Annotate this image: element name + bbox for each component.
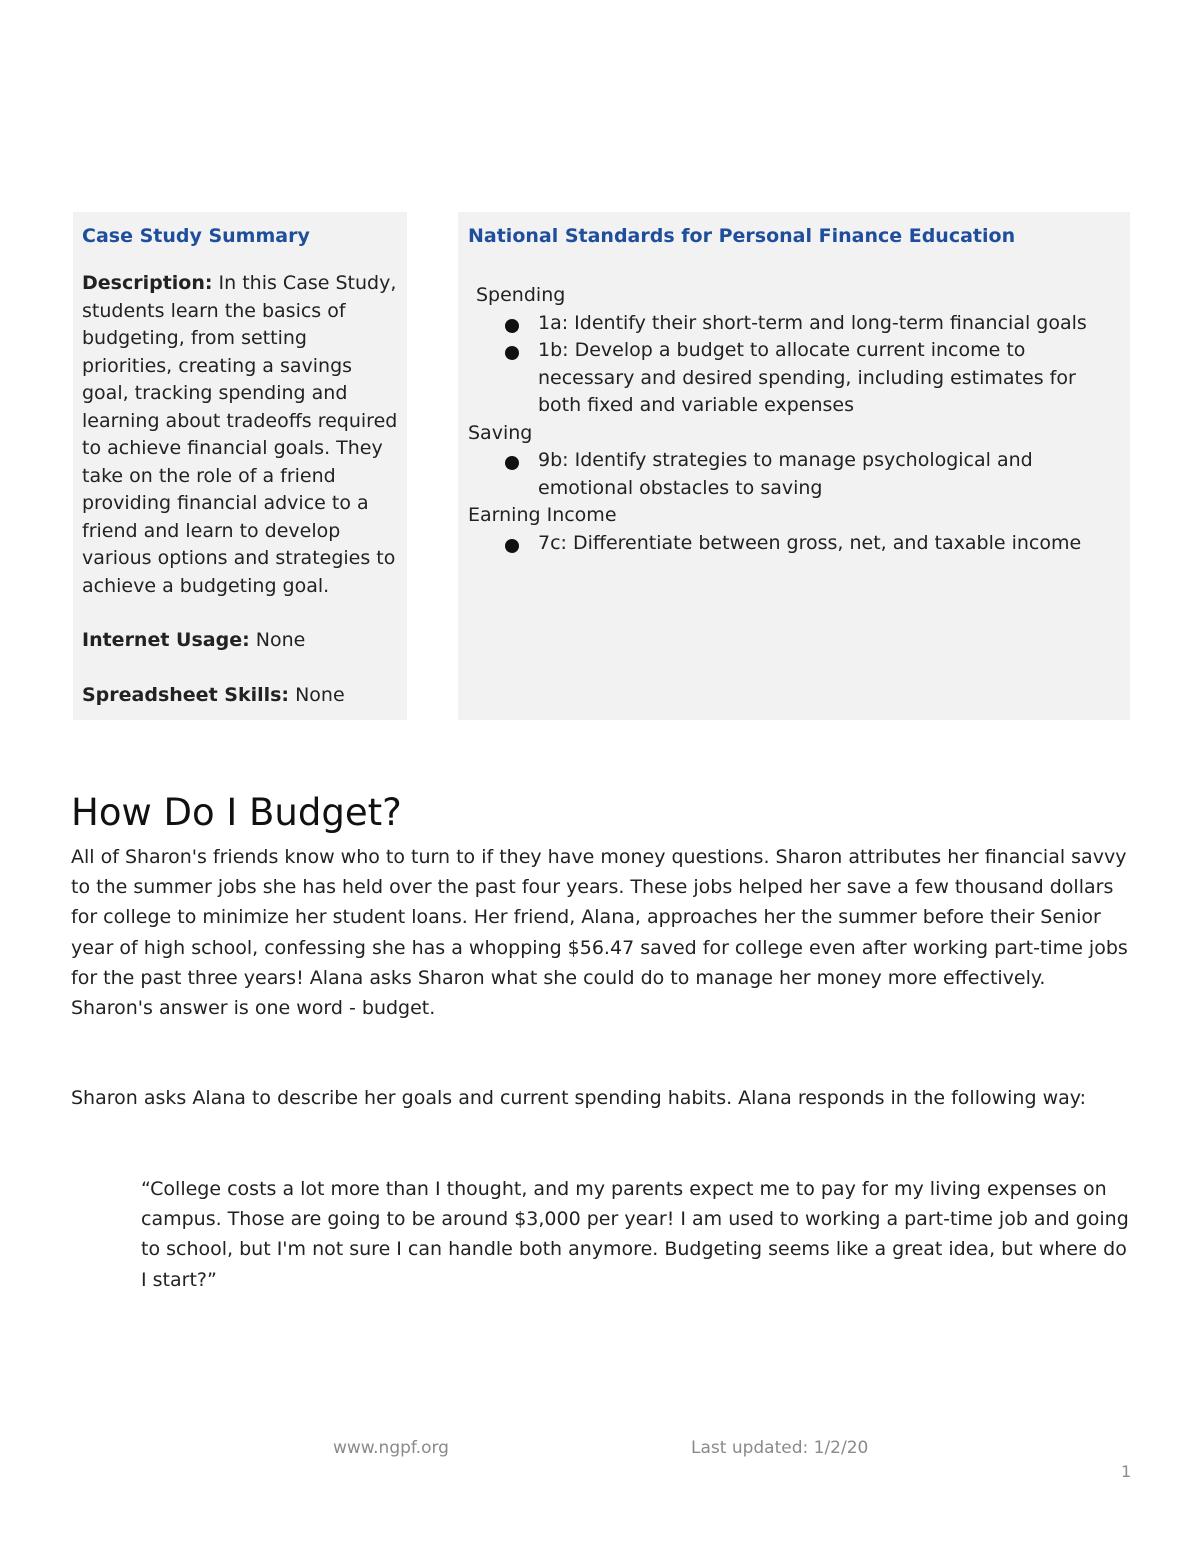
internet-usage: [82, 627, 399, 655]
standard-item: 1a: Identify their short-term and long-term financial goals: [538, 310, 1120, 338]
standards-group-spending: [468, 282, 1120, 420]
standards-group-label: Saving: [468, 421, 533, 444]
spreadsheet-skills: [82, 682, 399, 710]
bullet-icon: [505, 346, 519, 360]
standards-group-earning-income: [468, 502, 1120, 557]
description-text: In this Case Study, students learn the basics of budgeting, from setting priorities, creating a savings goal, tracking spending and learning about tradeoffs required to achieve financial goals. They take on the role of a friend providing financial advice to a friend and learn to develop various options and strategies to achieve a budgeting goal.: [82, 272, 398, 597]
internet-usage-value: None: [249, 629, 306, 651]
page-title: How Do I Budget?: [71, 791, 402, 834]
standards-list: [468, 310, 1120, 420]
intro-paragraph: All of Sharon's friends know who to turn to if they have money questions. Sharon attributes her financial savvy to the summer jobs she has held over the past four years. These jobs helped her save a few thousand dollars for college to minimize her student loans. Her friend, Alana, approaches her the summer before their Senior year of high school, confessing she has a whopping $56.47 saved for college even after working part-time jobs for the past three years! Alana asks Sharon what she could do to manage her money more effectively. Sharon's answer is one word - budget.: [71, 846, 1128, 1020]
bullet-icon: [505, 539, 519, 553]
footer-url-link[interactable]: www.ngpf.org: [333, 1438, 449, 1458]
national-standards-box: [458, 212, 1130, 720]
description-paragraph: [82, 270, 399, 600]
summary-title: Case Study Summary: [82, 225, 310, 247]
description-label: Description:: [82, 272, 213, 294]
standards-group-label: Spending: [476, 284, 566, 306]
second-paragraph: Sharon asks Alana to describe her goals and current spending habits. Alana responds in the following way:: [71, 1087, 1087, 1109]
standard-item: 9b: Identify strategies to manage psychological and emotional obstacles to saving: [538, 447, 1120, 502]
alana-quote: “College costs a lot more than I thought, and my parents expect me to pay for my living expenses on campus. Those are going to be around $3,000 per year! I am used to working a part-time job and going to school, but I'm not sure I can handle both anymore. Budgeting seems like a great idea, but where do I start?”: [141, 1178, 1129, 1291]
standards-list: [468, 530, 1120, 558]
spreadsheet-skills-value: None: [289, 683, 345, 706]
page-number: 1: [1121, 1462, 1132, 1481]
standard-item: 1b: Develop a budget to allocate current income to necessary and desired spending, including estimates for both fixed and variable expenses: [538, 337, 1120, 420]
spreadsheet-skills-label: Spreadsheet Skills:: [82, 683, 290, 706]
standards-group-saving: [468, 420, 1120, 503]
standards-list: [468, 447, 1120, 502]
standard-item: 7c: Differentiate between gross, net, and taxable income: [538, 530, 1120, 558]
standards-title: National Standards for Personal Finance Education: [468, 225, 1016, 247]
footer-last-updated: Last updated: 1/2/20: [691, 1438, 869, 1458]
bullet-icon: [505, 319, 519, 333]
internet-usage-label: Internet Usage:: [82, 629, 250, 651]
case-study-summary-box: [73, 212, 407, 720]
standards-group-label: Earning Income: [468, 504, 617, 526]
bullet-icon: [505, 456, 519, 470]
